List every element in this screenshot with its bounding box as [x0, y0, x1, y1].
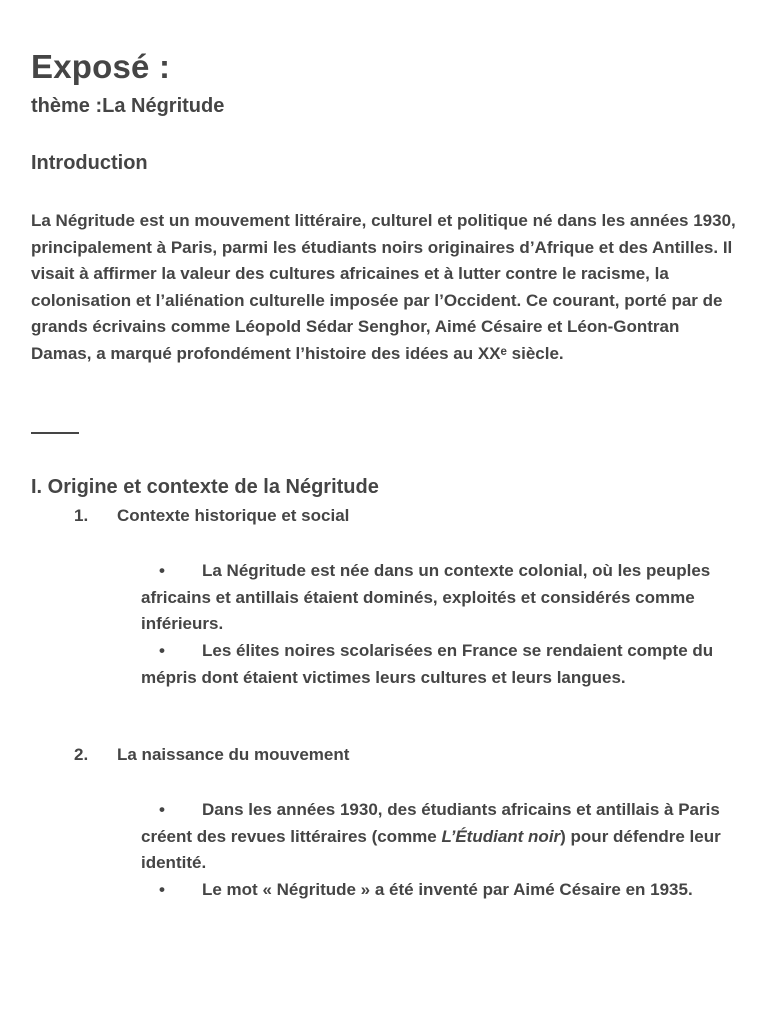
journal-title: L’Étudiant noir [441, 826, 561, 846]
bullet-text: La Négritude est née dans un contexte colonial, où les peuples africains et antillais étaient dominés, exploités et considérés comme inférieurs. [141, 561, 711, 634]
bullet-item [141, 877, 741, 904]
subsection-title: La naissance du mouvement [117, 745, 350, 764]
bullet-item [141, 558, 741, 638]
bullet-icon: • [159, 561, 165, 580]
document-subtitle: thème :La Négritude [31, 95, 225, 117]
section-heading: I. Origine et contexte de la Négritude [31, 476, 379, 498]
section-separator [31, 432, 79, 434]
bullet-item [141, 797, 741, 877]
document-title: Exposé : [31, 48, 171, 85]
bullet-text: Dans les années 1930, des étudiants africains et antillais à Paris créent des revues littéraires (comme [141, 800, 720, 846]
subsection-number: 2. [74, 745, 89, 764]
bullet-icon: • [159, 800, 165, 819]
bullet-icon: • [159, 880, 165, 899]
bullet-text: Les élites noires scolarisées en France se rendaient compte du mépris dont étaient victimes leurs cultures et leurs langues. [141, 641, 714, 687]
bullet-item [141, 638, 741, 691]
subsection-title: Contexte historique et social [117, 506, 350, 525]
subsection-number: 1. [74, 506, 89, 525]
introduction-paragraph: La Négritude est un mouvement littéraire, culturel et politique né dans les années 1930, principalement à Paris, parmi les étudiants noirs originaires d’Afrique et des Antilles. Il visait à affirmer la valeur des cultures africaines et à lutter contre le racisme, la colonisation et l’aliénation culturelle imposée par l’Occident. Ce courant, porté par de grands écrivains comme Léopold Sédar Senghor, Aimé Césaire et Léon-Gontran Damas, a marqué profondément l’histoire des idées au XXᵉ siècle. [31, 211, 736, 363]
bullet-text-end: ) pour défendre leur identité. [141, 826, 721, 873]
bullet-icon: • [159, 641, 165, 660]
bullet-text: Le mot « Négritude » a été inventé par Aimé Césaire en 1935. [202, 880, 693, 899]
introduction-heading: Introduction [31, 152, 148, 174]
